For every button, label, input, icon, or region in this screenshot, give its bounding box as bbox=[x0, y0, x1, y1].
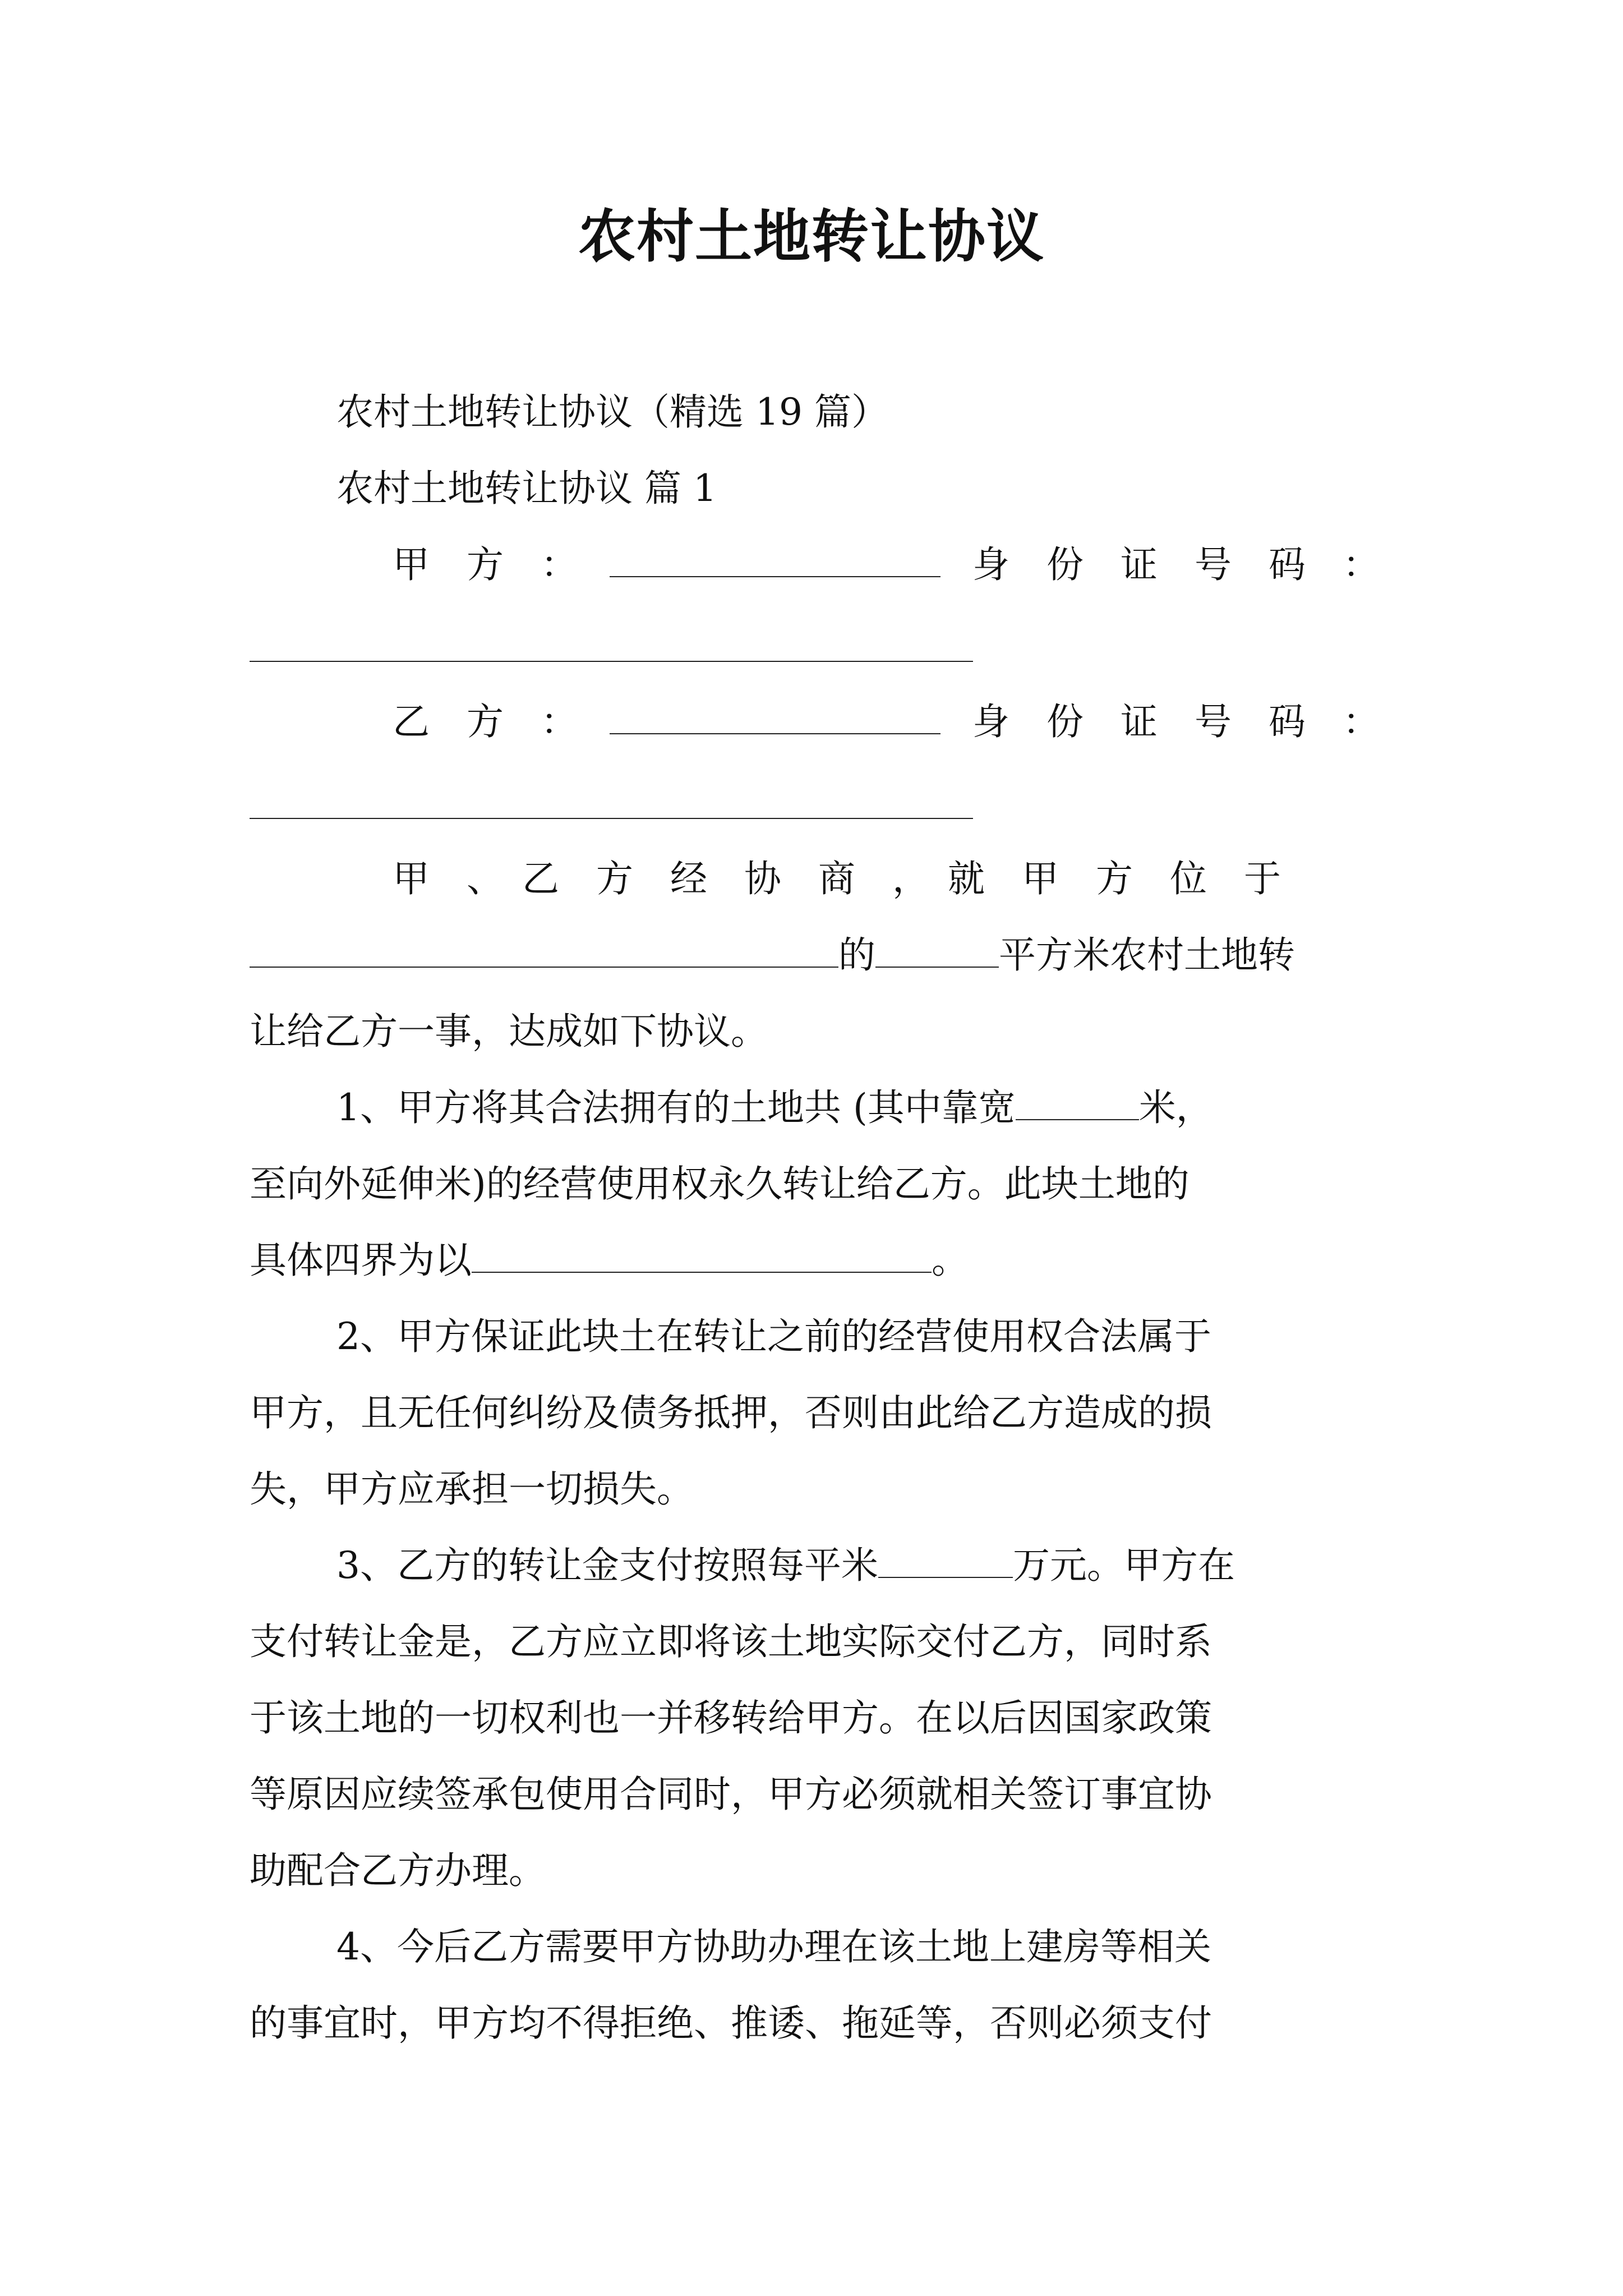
clause-3-text-a: 3、乙方的转让金支付按照每平米 bbox=[336, 1544, 878, 1587]
intro-line-2 bbox=[250, 930, 1382, 981]
document-title: 农村土地转让协议 bbox=[578, 203, 1045, 270]
party-b-id-label: 身 份 证 号 码 ： bbox=[972, 700, 1380, 743]
party-b-name-blank bbox=[610, 697, 940, 734]
clause-2-line-1: 2、甲方保证此块土在转让之前的经营使用权合法属于 bbox=[336, 1315, 1211, 1358]
clause-3-line-5: 助配合乙方办理。 bbox=[250, 1849, 546, 1892]
clause-1-text-a: 1、甲方将其合法拥有的土地共 (其中靠宽 bbox=[336, 1086, 1016, 1129]
party-a-name-blank bbox=[610, 540, 940, 577]
clause-1-period: 。 bbox=[932, 1239, 969, 1282]
party-b-row bbox=[393, 697, 1380, 747]
party-b-label: 乙 方 ： bbox=[393, 700, 578, 743]
clause-1-line-1 bbox=[336, 1083, 1469, 1133]
party-a-label: 甲 方 ： bbox=[393, 543, 578, 586]
clause-2-line-2: 甲方，且无任何纠纷及债务抵押，否则由此给乙方造成的损 bbox=[250, 1391, 1212, 1434]
clause-3-line-1 bbox=[336, 1540, 1469, 1591]
section-heading: 农村土地转让协议 篇 1 bbox=[336, 467, 717, 510]
party-a-row bbox=[393, 540, 1380, 590]
clause-1-line-3 bbox=[250, 1235, 1382, 1286]
party-a-id-label: 身 份 证 号 码 ： bbox=[972, 543, 1380, 586]
party-a-id-blank bbox=[250, 661, 973, 662]
clause-3-text-b: 万元。甲方在 bbox=[1013, 1544, 1235, 1587]
intro-line-2-mid: 的 bbox=[838, 933, 875, 977]
document-subtitle: 农村土地转让协议（精选 19 篇） bbox=[336, 390, 888, 434]
clause-1-boundary-label: 具体四界为以 bbox=[250, 1239, 472, 1282]
intro-line-1: 甲 、 乙 方 经 协 商 ， 就 甲 方 位 于 bbox=[393, 857, 1281, 900]
boundary-blank bbox=[472, 1236, 932, 1273]
clause-2-line-3: 失，甲方应承担一切损失。 bbox=[250, 1467, 694, 1511]
clause-3-line-3: 于该土地的一切权利也一并移转给甲方。在以后因国家政策 bbox=[250, 1696, 1212, 1740]
price-blank bbox=[878, 1541, 1013, 1578]
clause-4-line-2: 的事宜时，甲方均不得拒绝、推诿、拖延等，否则必须支付 bbox=[250, 2001, 1212, 2045]
width-blank bbox=[1016, 1083, 1139, 1120]
intro-line-3: 让给乙方一事，达成如下协议。 bbox=[250, 1010, 768, 1053]
location-blank bbox=[250, 931, 838, 968]
clause-3-line-2: 支付转让金是，乙方应立即将该土地实际交付乙方，同时系 bbox=[250, 1620, 1212, 1663]
clause-1-text-b: 米， bbox=[1138, 1086, 1213, 1129]
clause-3-line-4: 等原因应续签承包使用合同时，甲方必须就相关签订事宜协 bbox=[250, 1773, 1212, 1816]
party-b-id-blank bbox=[250, 818, 973, 819]
intro-line-2-end: 平方米农村土地转 bbox=[999, 933, 1295, 977]
clause-4-line-1: 4、今后乙方需要甲方协助办理在该土地上建房等相关 bbox=[336, 1925, 1211, 1968]
area-blank bbox=[875, 931, 999, 968]
clause-1-line-2: 至向外延伸米)的经营使用权永久转让给乙方。此块土地的 bbox=[250, 1162, 1189, 1205]
